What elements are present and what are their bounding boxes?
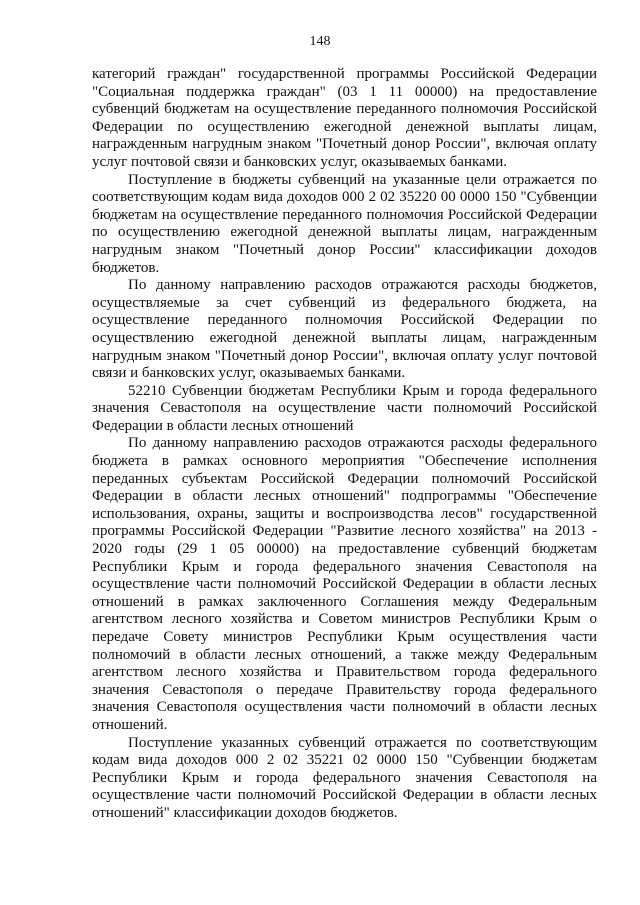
paragraph-5: По данному направлению расходов отражаются расходы федерального бюджета в рамках основного мероприятия "Обеспечение исполнения переданных субъектам Российской Федерации полномочий Российской Федерации в области лесных отношений" подпрограммы "Обеспечение использования, охраны, защиты и воспроизводства лесов" государственной программы Российской Федерации "Развитие лесного хозяйства" на 2013 - 2020 годы (29 1 05 00000) на предоставление субвенций бюджетам Республики Крым и города федерального значения Севастополя на осуществление части полномочий Российской Федерации в области лесных отношений в рамках заключенного Соглашения между Федеральным агентством лесного хозяйства и Советом министров Республики Крым о передаче Совету министров Республики Крым осуществления части полномочий в области лесных отношений, а также между Федеральным агентством лесного хозяйства и Правительством города федерального значения Севастополя о передаче Правительству города федерального значения Севастополя осуществления части полномочий в области лесных отношений.	[92, 435, 597, 733]
paragraph-4: 52210 Субвенции бюджетам Республики Крым и города федерального значения Севастополя на осуществление части полномочий Российской Федерации в области лесных отношений	[92, 382, 597, 434]
paragraph-3: По данному направлению расходов отражаются расходы бюджетов, осуществляемые за счет субвенций из федерального бюджета, на осуществление переданного полномочия Российской Федерации по осуществлению ежегодной денежной выплаты лицам, награжденным нагрудным знаком "Почетный донор России", включая оплату услуг почтовой связи и банковских услуг, оказываемых банками.	[92, 277, 597, 382]
paragraph-1: категорий граждан" государственной программы Российской Федерации "Социальная поддержка граждан" (03 1 11 00000) на предоставление субвенций бюджетам на осуществление переданного полномочия Российской Федерации по осуществлению ежегодной денежной выплаты лицам, награжденным нагрудным знаком "Почетный донор России", включая оплату услуг почтовой связи и банковских услуг, оказываемых банками.	[92, 66, 597, 170]
paragraph-2: Поступление в бюджеты субвенций на указанные цели отражается по соответствующим кодам вида доходов 000 2 02 35220 00 0000 150 "Субвенции бюджетам на осуществление переданного полномочия Российской Федерации по осуществлению ежегодной денежной выплаты лицам, награжденным нагрудным знаком "Почетный донор России" классификации доходов бюджетов.	[92, 171, 597, 276]
document-body	[92, 66, 597, 823]
page-number: 148	[309, 34, 331, 49]
paragraph-6: Поступление указанных субвенций отражается по соответствующим кодам вида доходов 000 2 02 35221 02 0000 150 "Субвенции бюджетам Республики Крым и города федерального значения Севастополя на осуществление части полномочий Российской Федерации в области лесных отношений" классификации доходов бюджетов.	[92, 734, 597, 821]
